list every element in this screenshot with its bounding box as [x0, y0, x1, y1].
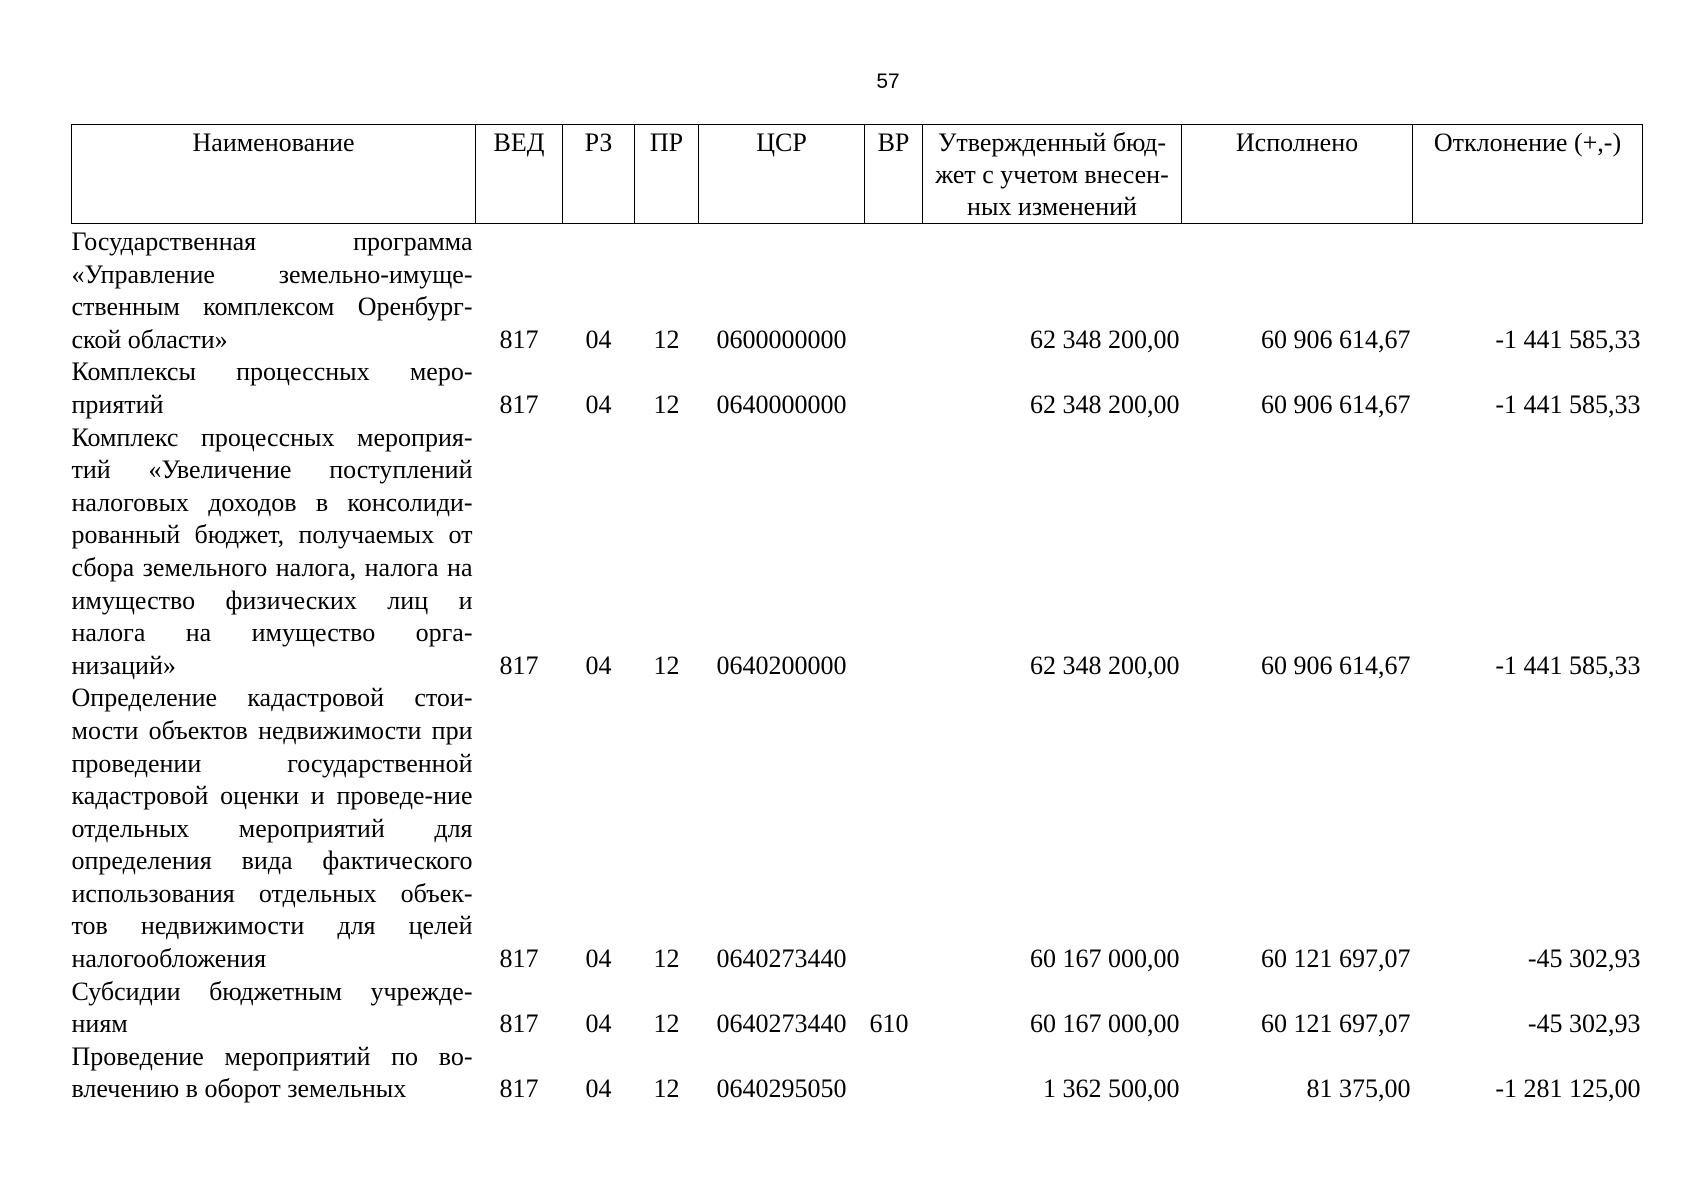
row-name: Комплекс процессных мероприя-тий «Увеличение поступлений налоговых доходов в консолиди-рованный бюджет, получаемых от сбора земельного налога, налога на имущество физических лиц и налога на имущество орга-низаций» [71, 422, 473, 680]
row-vr [865, 356, 923, 421]
row-ved: 817 [499, 944, 539, 974]
row-rz: 04 [585, 324, 612, 354]
row-vr [865, 422, 923, 683]
row-rz: 04 [585, 944, 612, 974]
row-deviation: -1 441 585,33 [1495, 389, 1641, 419]
row-rz: 04 [585, 650, 612, 680]
page-number: 57 [876, 70, 900, 93]
row-executed: 60 121 697,07 [1261, 1009, 1411, 1039]
row-ved: 817 [499, 389, 539, 419]
row-ved: 817 [499, 324, 539, 354]
header-executed: Исполнено [1182, 125, 1413, 224]
row-deviation: -45 302,93 [1527, 944, 1641, 974]
table-row [72, 682, 1643, 975]
row-budget: 62 348 200,00 [1030, 650, 1180, 680]
row-pr: 12 [653, 324, 680, 354]
row-pr: 12 [653, 650, 680, 680]
row-rz: 04 [585, 1009, 612, 1039]
row-vr [865, 682, 923, 975]
row-name: Проведение мероприятий по во-влечению в оборот земельных [71, 1041, 473, 1104]
row-executed: 60 906 614,67 [1261, 650, 1411, 680]
header-deviation: Отклонение (+,-) [1413, 125, 1643, 224]
row-rz: 04 [585, 1074, 612, 1104]
row-csr: 0640200000 [716, 650, 847, 680]
row-deviation: -1 441 585,33 [1495, 650, 1641, 680]
row-executed: 60 121 697,07 [1261, 944, 1411, 974]
row-csr: 0640000000 [716, 389, 847, 419]
row-executed: 60 906 614,67 [1261, 324, 1411, 354]
row-csr: 0600000000 [716, 324, 847, 354]
row-name: Определение кадастровой стои-мости объектов недвижимости при проведении государственной кадастровой оценки и проведе-ние отдельных мероприятий для определения вида фактического использования отдельных объек-тов недвижимости для целей налогообложения [71, 683, 473, 974]
header-vr: ВР [865, 125, 923, 224]
row-budget: 60 167 000,00 [1030, 1009, 1180, 1039]
table-row [72, 422, 1643, 683]
row-csr: 0640295050 [716, 1074, 847, 1104]
row-pr: 12 [653, 389, 680, 419]
budget-table [71, 124, 1643, 1106]
row-deviation: -1 441 585,33 [1495, 324, 1641, 354]
row-rz: 04 [585, 389, 612, 419]
row-budget: 62 348 200,00 [1030, 389, 1180, 419]
header-rz: РЗ [563, 125, 635, 224]
row-executed: 81 375,00 [1306, 1074, 1411, 1104]
row-deviation: -1 281 125,00 [1495, 1074, 1641, 1104]
row-csr: 0640273440 [716, 944, 847, 974]
table-row [72, 356, 1643, 421]
row-budget: 62 348 200,00 [1030, 324, 1180, 354]
row-name: Государственная программа «Управление земельно-имуще-ственным комплексом Оренбург-ской области» [71, 227, 473, 354]
header-row [72, 125, 1643, 224]
row-executed: 60 906 614,67 [1261, 389, 1411, 419]
row-ved: 817 [499, 1074, 539, 1104]
row-ved: 817 [499, 1009, 539, 1039]
row-vr [865, 1041, 923, 1106]
row-budget: 60 167 000,00 [1030, 944, 1180, 974]
header-csr: ЦСР [699, 125, 865, 224]
table-row [72, 976, 1643, 1041]
row-vr [865, 224, 923, 357]
header-name: Наименование [72, 125, 476, 224]
row-csr: 0640273440 [716, 1009, 847, 1039]
row-pr: 12 [653, 1009, 680, 1039]
row-pr: 12 [653, 1074, 680, 1104]
row-ved: 817 [499, 650, 539, 680]
row-name: Комплексы процессных меро-приятий [71, 357, 473, 419]
header-budget: Утвержденный бюд-жет с учетом внесен-ных изменений [923, 125, 1182, 224]
row-deviation: -45 302,93 [1527, 1009, 1641, 1039]
header-pr: ПР [635, 125, 699, 224]
header-ved: ВЕД [476, 125, 563, 224]
table-row [72, 224, 1643, 357]
row-budget: 1 362 500,00 [1043, 1074, 1180, 1104]
row-vr: 610 [869, 1009, 909, 1039]
table-row [72, 1041, 1643, 1106]
row-pr: 12 [653, 944, 680, 974]
row-name: Субсидии бюджетным учрежде-ниям [71, 976, 473, 1039]
